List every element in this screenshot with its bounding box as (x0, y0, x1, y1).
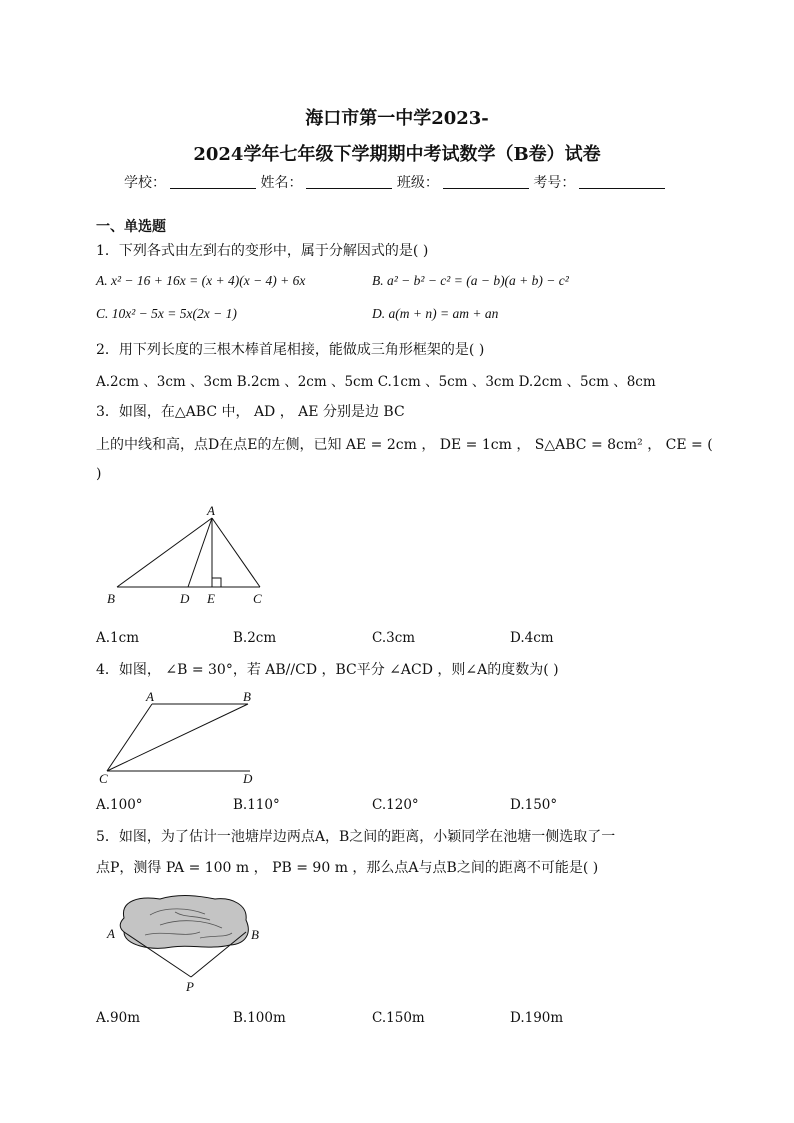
segment-pa (124, 932, 191, 977)
question-3-option-a: A.1cm (96, 630, 139, 646)
name-blank (306, 174, 392, 189)
segment-ac (107, 704, 152, 771)
segment-bc (107, 704, 248, 771)
label-p: P (186, 979, 194, 994)
label-d: D (243, 771, 253, 786)
question-5-stem-line1: 5．如图，为了估计一池塘岸边两点A，B之间的距离，小颖同学在池塘一侧选取了一 (96, 829, 616, 845)
pond-shape (120, 896, 248, 949)
label-b: B (107, 591, 115, 606)
label-a: A (107, 926, 115, 941)
question-4-stem: 4．如图， ∠B = 30°，若 AB//CD ，BC平分 ∠ACD ，则∠A的度数为( ) (96, 662, 559, 678)
label-a: A (146, 689, 154, 704)
label-a: A (207, 503, 215, 518)
question-3-stem-line2: 上的中线和高，点D在点E的左侧，已知 AE = 2cm ， DE = 1cm ， S△ABC = 8cm² ， CE = ( (96, 437, 713, 453)
question-5-option-b: B.100m (233, 1010, 286, 1026)
label-d: D (180, 591, 190, 606)
question-3-option-d: D.4cm (510, 630, 554, 646)
class-blank (443, 174, 529, 189)
exam-title-line2: 2024学年七年级下学期期中考试数学（B卷）试卷 (193, 144, 601, 165)
segment-pb (191, 932, 246, 977)
question-4-option-a: A.100° (96, 797, 143, 813)
section-title: 一、单选题 (96, 219, 166, 235)
exam-number-label: 考号： (533, 175, 576, 191)
question-3-stem-line3: ) (96, 466, 102, 482)
question-5-stem-line2: 点P，测得 PA = 100 m ， PB = 90 m ，那么点A与点B之间的距离不可能是( ) (96, 860, 599, 876)
label-b: B (251, 927, 259, 942)
question-1-option-b: B. a² − b² − c² = (a − b)(a + b) − c² (372, 273, 569, 288)
segment-ac (212, 518, 260, 587)
question-4-option-b: B.110° (233, 797, 280, 813)
right-angle-mark (212, 578, 221, 587)
question-1-option-c: C. 10x² − 5x = 5x(2x − 1) (96, 306, 237, 321)
segment-ad (188, 518, 212, 587)
question-4-option-d: D.150° (510, 797, 558, 813)
question-5-option-a: A.90m (96, 1010, 141, 1026)
label-c: C (253, 591, 262, 606)
question-3-option-c: C.3cm (372, 630, 416, 646)
school-label: 学校： (124, 175, 166, 191)
student-info-row (124, 172, 665, 192)
question-1-option-d: D. a(m + n) = am + an (372, 306, 499, 321)
exam-title-line1: 海口市第一中学2023- (305, 108, 489, 129)
label-b: B (243, 689, 251, 704)
pond-swirls (145, 909, 232, 938)
school-blank (170, 174, 256, 189)
question-1-option-a: A. x² − 16 + 16x = (x + 4)(x − 4) + 6x (96, 273, 306, 288)
label-c: C (99, 771, 108, 786)
question-3-option-b: B.2cm (233, 630, 277, 646)
question-4-option-c: C.120° (372, 797, 419, 813)
question-1-stem: 1．下列各式由左到右的变形中，属于分解因式的是( ) (96, 243, 429, 259)
name-label: 姓名： (260, 175, 303, 191)
question-2-options: A.2cm 、3cm 、3cm B.2cm 、2cm 、5cm C.1cm 、5cm 、3cm D.2cm 、5cm 、8cm (96, 374, 656, 390)
question-2-stem: 2．用下列长度的三根木棒首尾相接，能做成三角形框架的是( ) (96, 342, 485, 358)
question-5-option-c: C.150m (372, 1010, 425, 1026)
class-label: 班级： (396, 175, 439, 191)
label-e: E (207, 591, 215, 606)
segment-ab (117, 518, 212, 587)
exam-number-blank (579, 174, 665, 189)
question-3-stem-line1: 3．如图，在△ABC 中， AD ， AE 分别是边 BC (96, 404, 405, 420)
question-5-option-d: D.190m (510, 1010, 564, 1026)
